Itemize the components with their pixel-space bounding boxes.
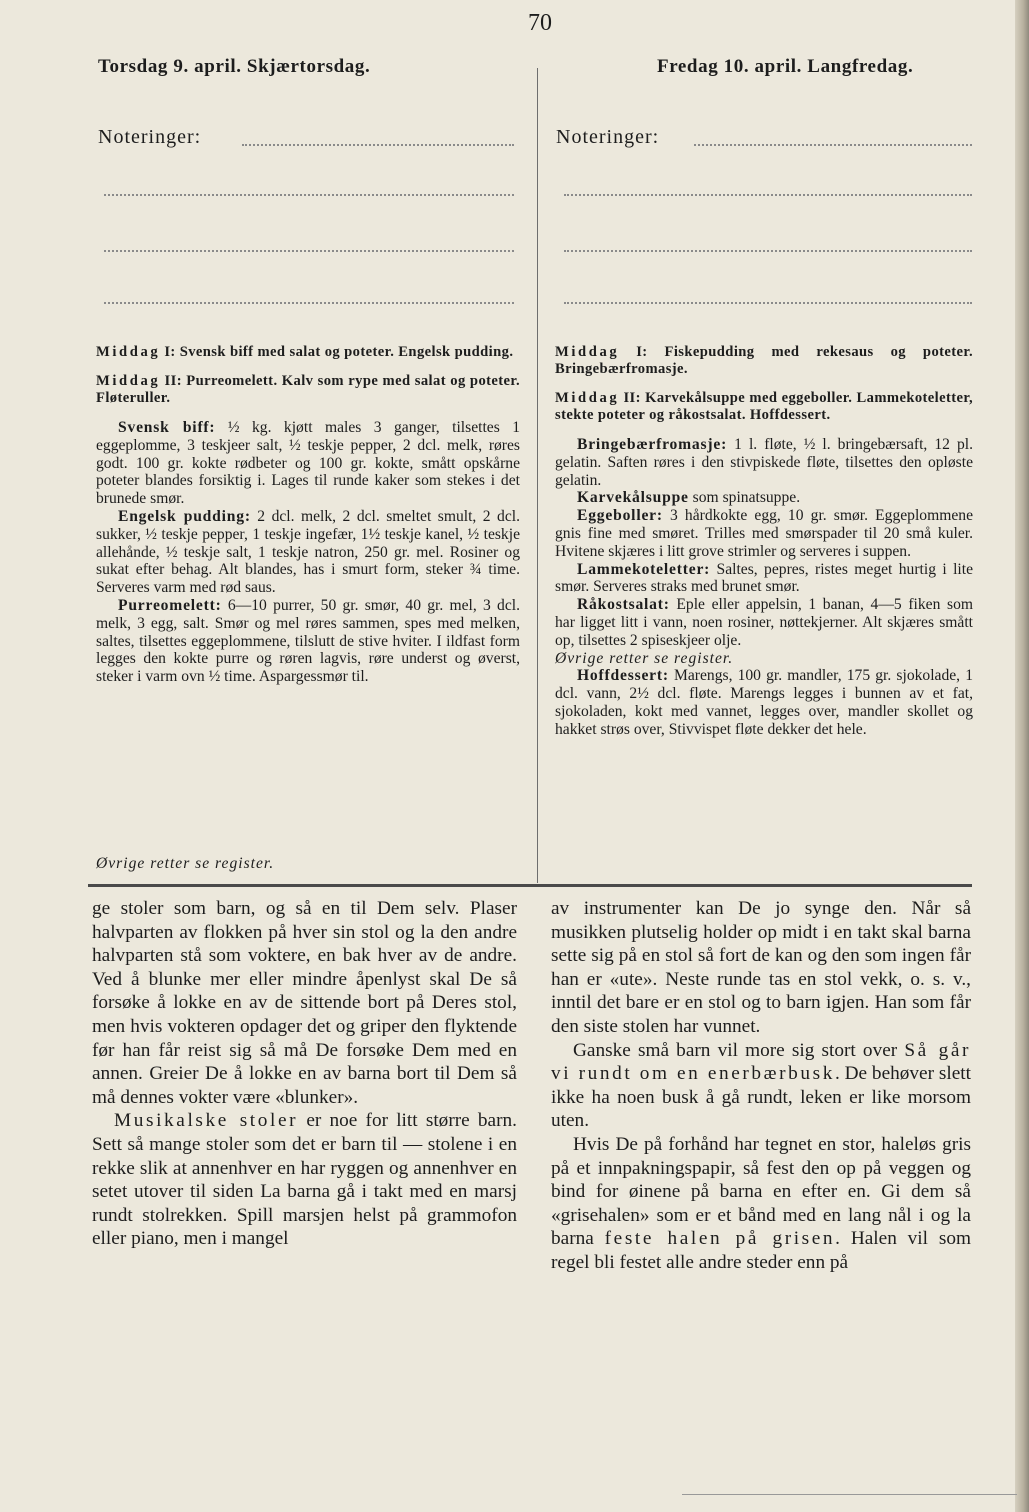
bottom-left-text [92,897,517,1251]
left-menu-1: Middag I: Svensk biff med salat og poteter. Engelsk pudding. [96,344,514,360]
right-menu-1: Middag I: Fiskepudding med rekesaus og poteter. Bringebærfromasje. [555,344,973,377]
paragraph-grisehalen: Hvis De på forhånd har tegnet en stor, haleløs gris på et innpakningspapir, så fest den op på veggen og bind for øinene på barna en efter en. Gi dem så «grisehalen» som er et bånd med en lang nål i og la barna feste halen på grisen. Halen vil som regel bli festet alle andre steder enn på [551,1133,971,1273]
paragraph: av instrumenter kan De jo synge den. Når så musikken plutselig holder op midt i en takt skal barna sette sig på en stol så fort de kan og den som ingen får han er «ute». Neste runde tas en stol vekk, o. s. v., inntil det bare er en stol og to barn igjen. Han som får den siste stolen har vunnet. [551,898,971,1037]
paragraph-enerbaerbusk: Ganske små barn vil more sig stort over Så går vi rundt om en enerbærbusk. De behøver slett ikke ha noen busk å gå rundt, leken er like morsom uten. [551,1039,971,1132]
right-day-header: Fredag 10. april. Langfredag. [657,56,914,77]
right-notes-line [694,144,972,146]
left-register-note: Øvrige retter se register. [96,855,275,872]
recipe-karvekalsuppe: Karvekålsuppe som spinatsuppe. [577,489,801,507]
left-notes-label: Noteringer: [98,126,202,148]
recipe-eggeboller: Eggeboller: 3 hårdkokte egg, 10 gr. smør. Eggeplommene gnis fine med smøret. Trilles med smørspader til 20 små kuler. Hvitene skjæres i litt grove strimler og serveres i suppen. [555,507,973,560]
page-number: 70 [528,10,552,36]
bottom-right-text [551,897,971,1275]
page-edge-shadow [1015,0,1029,1512]
recipe-rakostsalat: Råkostsalat: Eple eller appelsin, 1 banan, 4—5 fiken som har ligget litt i vann, noen rosiner, nøttekjerner. Alt skjæres smått op, tilsettes 2 spiseskjeer olje. [555,596,973,649]
right-notes-line [564,250,972,252]
right-notes-label: Noteringer: [556,126,660,148]
recipe-purreomelett: Purreomelett: 6—10 purrer, 50 gr. smør, 40 gr. mel, 3 dcl. melk, 3 egg, salt. Smør og mel røres sammen, spes med melken, saltes, tilsettes eggeplommene, tilslutt de stive hviter. I ildfast form legges den kokte purre og røren lagvis, røre underst og øverst, steker i varm ovn ½ time. Aspargessmør til. [96,596,520,686]
left-notes-line [242,144,514,146]
bottom-edge-line [682,1494,1017,1495]
right-recipe-column [555,344,973,739]
recipe-hoffdessert: Hoffdessert: Marengs, 100 gr. mandler, 175 gr. sjokolade, 1 dcl. vann, 2½ dcl. fløte. Marengs legges i bunnen av et fat, sjokoladen, kokt med vannet, legges over, mandler skollet og hakket strøs over, Stivvispet fløte dekker det hele. [555,667,973,738]
left-menu-2: Middag II: Purreomelett. Kalv som rype med salat og poteter. Fløteruller. [96,373,520,406]
left-recipe-column [96,344,520,686]
right-notes-line [564,302,972,304]
recipe-lammekoteletter: Lammekoteletter: Saltes, pepres, ristes meget hurtig i lite smør. Serveres straks med brunet smør. [555,560,973,596]
paragraph-musikalske-stoler: Musikalske stoler er noe for litt større barn. Sett så mange stoler som det er barn til — stolene i en rekke slik at annenhver en har ryggen og annenhver en setet utover til siden La barna gå i takt med en marsj rundt stolrekken. Spill marsjen helst på grammofon eller piano, men i mangel [92,1110,517,1250]
column-divider [537,68,538,883]
recipe-svensk-biff: Svensk biff: ½ kg. kjøtt males 3 ganger, tilsettes 1 eggeplomme, 3 teskjeer salt, ½ teskje pepper, 2 dcl. melk, røres godt. 100 gr. kokte rødbeter og 100 gr. kokte, smått opskårne poteter blandes forsiktig i. Lages til runde kaker som stekes i det brunede smør. [96,419,521,508]
right-notes-line [564,194,972,196]
recipe-engelsk-pudding: Engelsk pudding: 2 dcl. melk, 2 dcl. smeltet smult, 2 dcl. sukker, ½ teskje pepper, 1 teskje ingefær, 1½ teskje kanel, ½ teskje allehånde, ½ teskje salt, 1 teskje natron, 250 gr. mel. Rosiner og sukat efter behag. Alt blandes, has i smurt form, steker ¾ time. Serveres varm med rød saus. [96,507,521,597]
left-day-header: Torsdag 9. april. Skjærtorsdag. [98,56,371,77]
left-notes-line [104,194,514,196]
section-rule [88,884,972,887]
recipe-bringebaerfromasje: Bringebærfromasje: 1 l. fløte, ½ l. bringebærsaft, 12 pl. gelatin. Saften røres i den stivpiskede fløte, tilsettes den opløste gelatin. [555,436,973,489]
right-register-note: Øvrige retter se register. [555,649,734,667]
left-notes-line [104,250,514,252]
left-notes-line [104,302,514,304]
right-menu-2: Middag II: Karvekålsuppe med eggeboller. Lammekoteletter, stekte poteter og råkostsalat. Hoffdessert. [555,390,973,423]
paragraph: ge stoler som barn, og så en til Dem selv. Plaser halvparten av flokken på hver sin stol og la den andre halvparten stå som voktere, en bak hver av de andre. Ved å blunke mer eller mindre åpenlyst skal De så forsøke å lokke en av de sittende bort på Deres stol, men hvis vokteren opdager det og griper den flyktende før han får reist sig så må De forsøke Dem med en annen. Greier De å lokke en av barna bort til Dem så må dennes vokter være «blunker». [92,898,517,1108]
